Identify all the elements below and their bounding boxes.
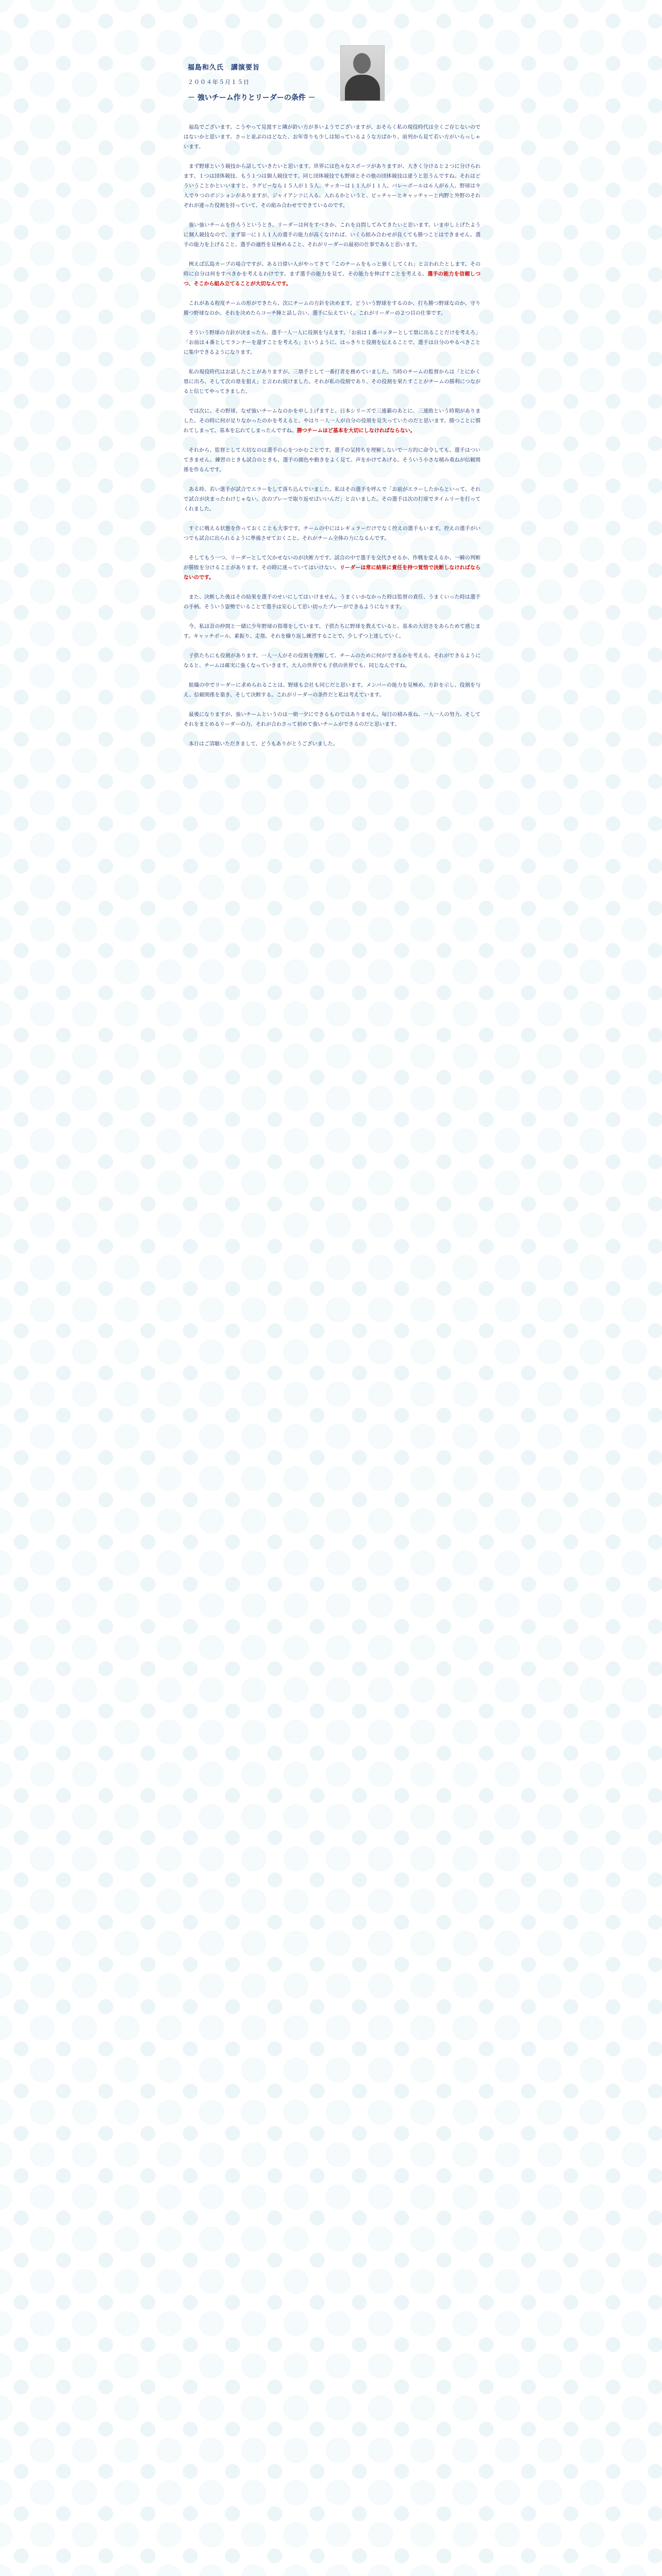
article-body bbox=[184, 123, 481, 749]
paragraph-text: 今、私は昔の仲間と一緒に少年野球の指導をしています。子供たちに野球を教えていると、基本の大切さをあらためて感じます。キャッチボール、素振り、走塁、それを繰り返し練習することで、少しずつ上達していく。 bbox=[184, 624, 481, 639]
paragraph-text: また、決断した後はその結果を選手のせいにしてはいけません。うまくいかなかった時は監督の責任、うまくいった時は選手の手柄。そういう姿勢でいることで選手は安心して思い切ったプレーができるようになります。 bbox=[184, 595, 481, 610]
paragraph bbox=[184, 123, 481, 152]
paragraph-text: 本日はご清聴いただきまして、どうもありがとうございました。 bbox=[189, 741, 338, 747]
paragraph bbox=[184, 739, 481, 749]
speaker-photo-head bbox=[353, 53, 371, 74]
header bbox=[166, 45, 496, 123]
paragraph bbox=[184, 260, 481, 289]
paragraph bbox=[184, 553, 481, 583]
paragraph-text: 組織の中でリーダーに求められることは、野球も会社も同じだと思います。メンバーの能力を見極め、方針を示し、役割を与え、信頼関係を築き、そして決断する。これがリーダーの条件だと私は考えています。 bbox=[184, 683, 481, 698]
paragraph-text: 私の現役時代はお話したことがありますが、三塁手として一番打者を務めていました。当時のチームの監督からは「とにかく塁に出ろ、そして次の塁を狙え」と言われ続けました。それが私の役割であり、その役割を果たすことがチームの勝利につながると信じてやってきました。 bbox=[184, 369, 481, 395]
paragraph-text: 例えば広島カープの場合ですが、ある日偉い人がやってきて「このチームをもっと強くしてくれ」と言われたとします。その時に自分は何をすべきかを考えるわけです。まず選手の能力を見て、その能力を伸ばすことを考える。 bbox=[184, 262, 481, 277]
paragraph bbox=[184, 651, 481, 671]
paragraph bbox=[184, 406, 481, 436]
paragraph bbox=[184, 367, 481, 397]
paragraph-text: 強い強いチームを作ろうというとき、リーダーは何をすべきか、これを自問してみてきたいと思います。いま申し上げたように個人競技なので、まず第一に１人１人の選手の能力が高くなければ、いくら組み合わせが良くても勝つことはできません。選手の能力を上げること、選手の適性を見極めること、それがリーダーの最初の仕事であると思います。 bbox=[184, 223, 481, 248]
lecture-date: ２００４年５月１５日 bbox=[188, 79, 250, 86]
paragraph-text: では次に、その野球、なぜ強いチームなのかを申し上げますと、日本シリーズで三連覇のあとに、三連敗という時期がありました。その時に何が足りなかったのかを考えると、やはり一人一人が自分の役割を見失っていたのだと思います。勝つことに慣れてしまって、基本を忘れてしまったんですね。 bbox=[184, 409, 481, 434]
paragraph-text: これがある程度チームの形ができたら、次にチームの方針を決めます。どういう野球をするのか、打ち勝つ野球なのか、守り勝つ野球なのか。それを決めたらコーチ陣と話し合い、選手に伝えていく。これがリーダーの２つ目の仕事です。 bbox=[184, 301, 481, 316]
paragraph bbox=[184, 162, 481, 211]
paragraph-text: それから、監督として大切なのは選手の心をつかむことです。選手の気持ちを理解しないで一方的に命令しても、選手はついてきません。練習のときも試合のときも、選手の顔色や動きをよく見て、声をかけてあげる。そういう小さな積み重ねが信頼関係を作るんです。 bbox=[184, 448, 481, 473]
speaker-photo bbox=[340, 45, 385, 101]
paragraph-text: 福島でございます。こうやって見渡すと隣が鈴い方が多いようでございますが、おそらく私の現役時代は全くご存じないのではないかと思います。さっと並ぶのはどなた、お年寄りも少しは知っているような方ばかり、前列から見て若い方がいらっしゃいます。 bbox=[184, 125, 481, 150]
paragraph bbox=[184, 221, 481, 250]
highlighted-text: リーダーは常に結果に責任を持つ覚悟で決断しなければならないのです。 bbox=[184, 565, 481, 581]
paragraph bbox=[184, 622, 481, 641]
paragraph bbox=[184, 592, 481, 612]
highlighted-text: 選手の能力を信頼しつつ、そこから組み立てることが大切なんです。 bbox=[184, 272, 481, 287]
paragraph bbox=[184, 681, 481, 700]
paragraph-text: すぐに戦える状態を作っておくことも大事です。チームの中にはレギュラーだけでなく控えの選手もいます。控えの選手がいつでも試合に出られるように準備させておくこと、それがチーム全体の力になるんです。 bbox=[184, 526, 481, 541]
paragraph-text: まず野球という競技から話していきたいと思います。世界には色々なスポーツがありますが、大きく分けると２つに分けられます。１つは団体競技、もう１つは個人競技です。同じ団体競技でも野球とその他の団体競技は違うと思うんですね。それはどういうことかといいますと、ラグビーなら１５人が１５人、サッカーは１１人が１１人、バレーボールは６人が６人、野球は９人で９つのポジションがありますが、ジャイアンツに入る、入れるかというと、ピッチャーとキャッチャーと内野と外野のそれぞれが違った役割を持っていて、その組み合わせでできているのです。 bbox=[184, 164, 481, 209]
paragraph bbox=[184, 524, 481, 544]
paragraph bbox=[184, 485, 481, 514]
lecture-title: － 強いチーム作りとリーダーの条件 － bbox=[188, 94, 316, 102]
page-content bbox=[166, 0, 496, 2576]
paragraph-text: ある時、若い選手が試合でエラーをして落ち込んでいました。私はその選手を呼んで「お前がエラーしたからといって、それで試合が決まったわけじゃない。次のプレーで取り返せばいいんだ」と言いました。その選手は次の打席でタイムリーを打ってくれました。 bbox=[184, 487, 481, 512]
paragraph bbox=[184, 328, 481, 358]
author-name: 福島和久氏 講演要旨 bbox=[188, 64, 260, 72]
paragraph bbox=[184, 446, 481, 475]
paragraph-text: 最後になりますが、強いチームというのは一朝一夕にできるものではありません。毎日の積み重ね、一人一人の努力、そしてそれをまとめるリーダーの力、それが合わさって初めて強いチームができるのだと思います。 bbox=[184, 712, 481, 727]
highlighted-text: 勝つチームほど基本を大切にしなければならない。 bbox=[296, 428, 416, 434]
speaker-photo-body bbox=[345, 75, 380, 101]
header-text bbox=[188, 62, 316, 103]
paragraph bbox=[184, 299, 481, 318]
paragraph bbox=[184, 710, 481, 730]
paragraph-text: 子供たちにも役割があります。一人一人がその役割を理解して、チームのために何ができるかを考える。それができるようになると、チームは確実に強くなっていきます。大人の世界でも子供の世界でも、同じなんですね。 bbox=[184, 653, 481, 669]
paragraph-text: そういう野球の方針が決まったら、選手一人一人に役割を与えます。「お前は１番バッターとして塁に出ることだけを考えろ」「お前は４番としてランナーを還すことを考えろ」というように、はっきりと役割を伝えることで、選手は自分のやるべきことに集中できるようになります。 bbox=[184, 330, 481, 355]
paragraph-text: そしてもう一つ、リーダーとして欠かせないのが決断力です。試合の中で選手を交代させるか、作戦を変えるか、一瞬の判断が勝敗を分けることがあります。その時に迷っていてはいけない。 bbox=[184, 555, 481, 571]
